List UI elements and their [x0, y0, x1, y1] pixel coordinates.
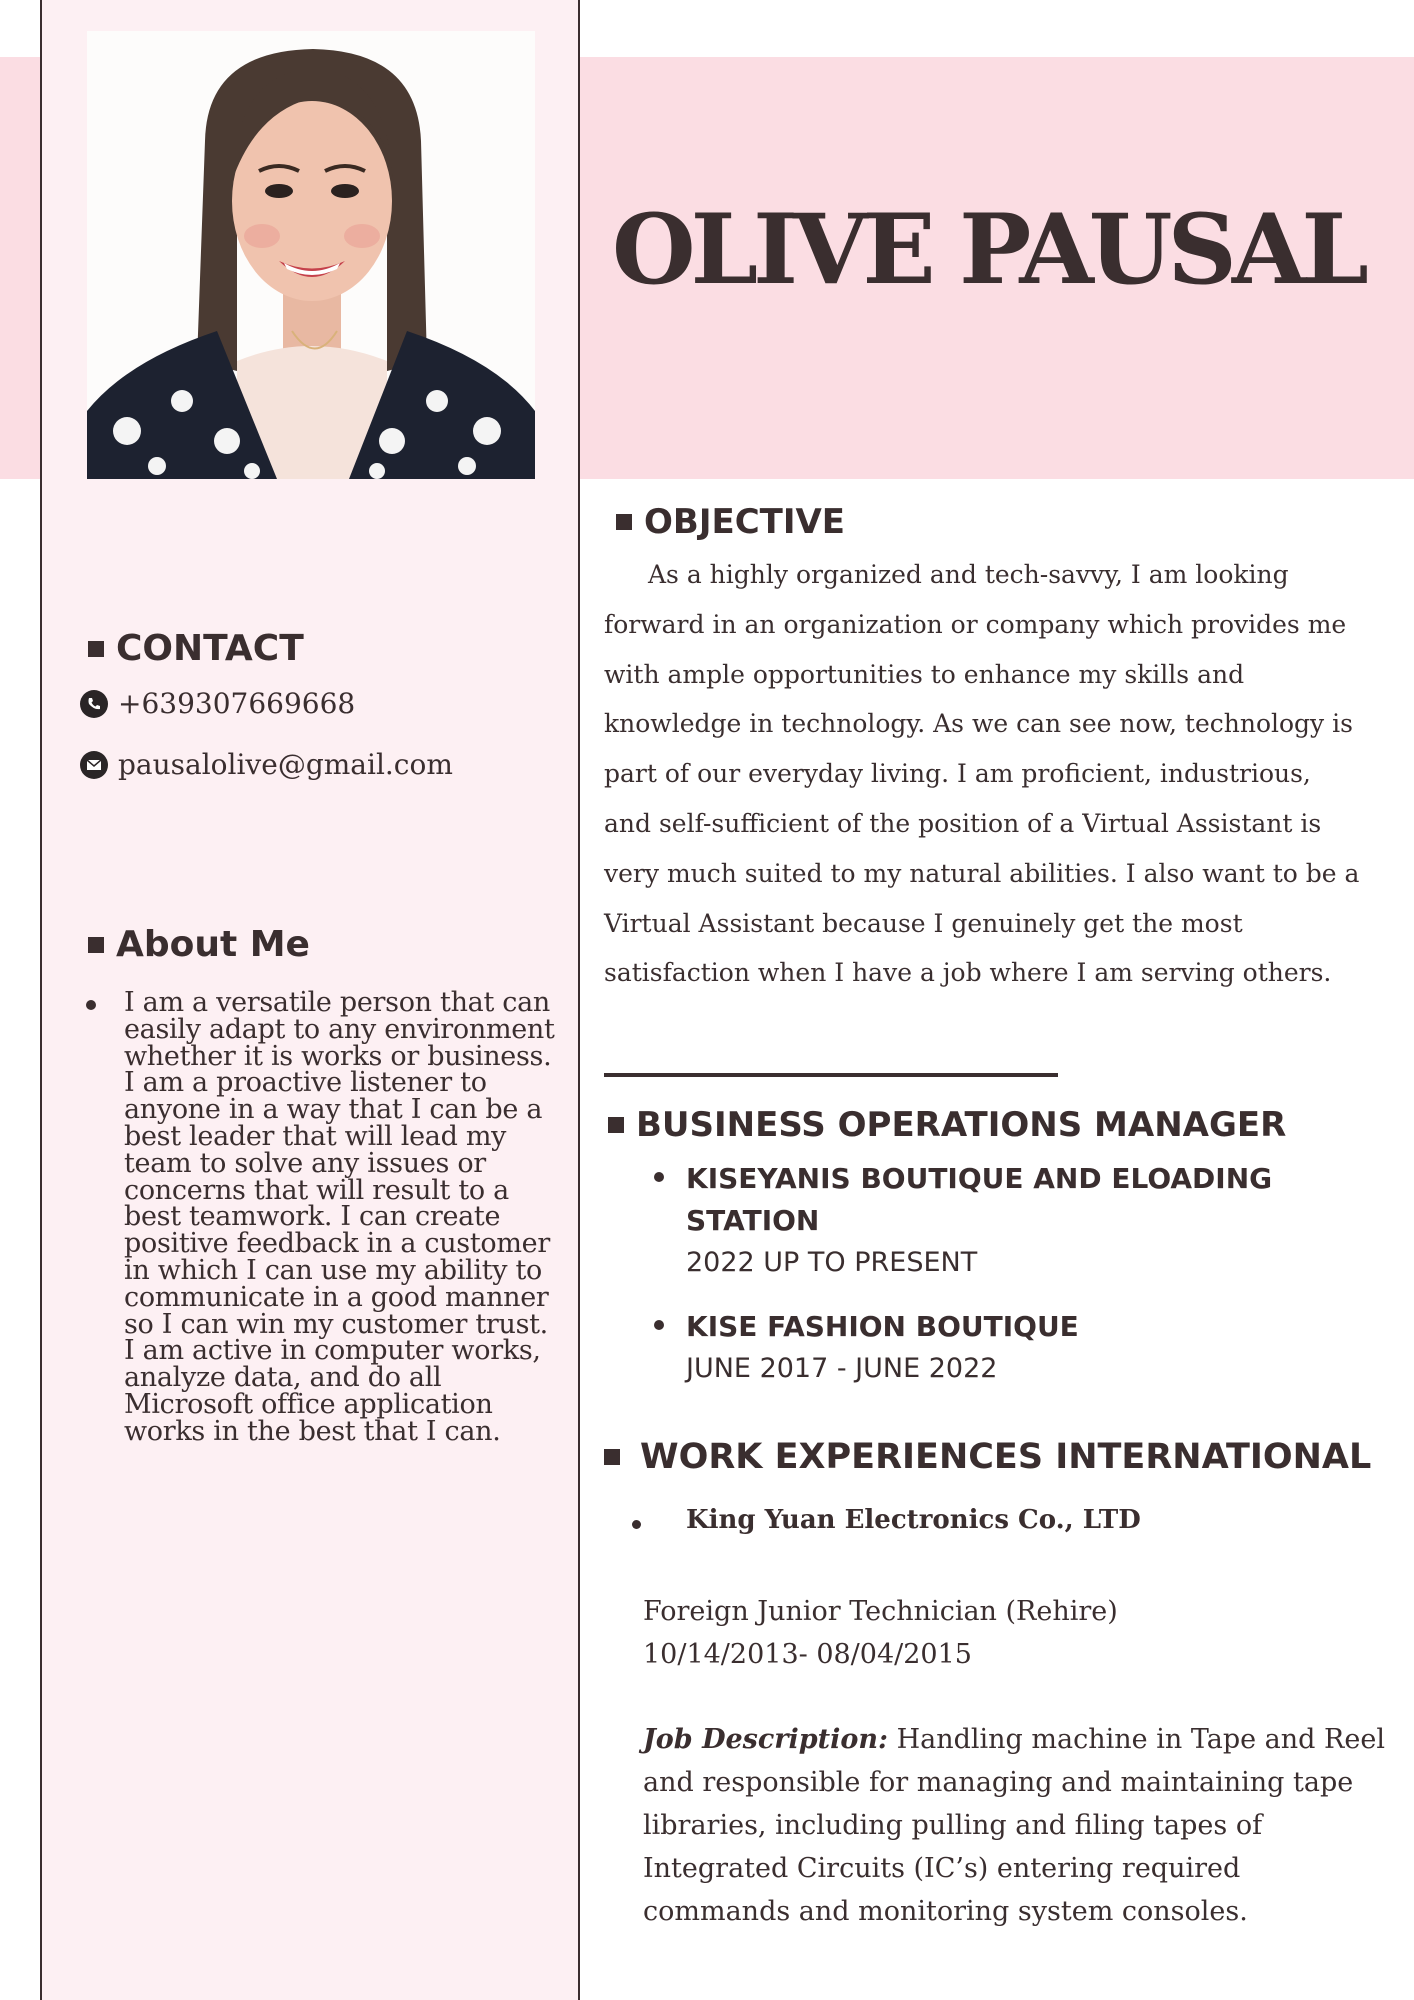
- square-bullet-icon: [616, 514, 632, 530]
- square-bullet-icon: [604, 1449, 620, 1465]
- contact-email-row: [80, 748, 453, 781]
- job-company: KISE FASHION BOUTIQUE: [686, 1310, 1079, 1343]
- bullet-icon: [632, 1520, 641, 1529]
- envelope-icon: [80, 751, 108, 779]
- job-dates: 2022 UP TO PRESENT: [686, 1247, 978, 1278]
- contact-heading: [88, 628, 304, 669]
- portrait-illustration: [87, 31, 535, 479]
- contact-phone[interactable]: +639307669668: [118, 687, 356, 720]
- about-list-item: [88, 987, 558, 1447]
- international-heading-label: WORK EXPERIENCES INTERNATIONAL: [640, 1437, 1372, 1477]
- about-text: I am a versatile person that can easily adapt to any environment whether it is works or business. I am a proactive listener to anyone in a way that I can be a best leader that will lead my team to solve any issues or concerns that will result to a best teamwork. I can create positive feedback in a customer in which I can use my ability to communicate in a good manner so I can win my customer trust. I am active in computer works, analyze data, and do all Microsoft office application works in the best that I can.: [124, 987, 555, 1447]
- job-dates: JUNE 2017 - JUNE 2022: [686, 1353, 998, 1384]
- international-heading: [604, 1437, 1371, 1477]
- job-company: KISEYANIS BOUTIQUE AND ELOADING STATION: [686, 1162, 1273, 1237]
- job-description-text: Handling machine in Tape and Reel and responsible for managing and maintaining tape libraries, including pulling and filing tapes of Integrated Circuits (IC’s) entering required commands and monitoring system consoles.: [643, 1724, 1385, 1927]
- person-name: OLIVE PAUSAL: [612, 193, 1364, 306]
- square-bullet-icon: [88, 937, 104, 953]
- position-block: [643, 1590, 1393, 1676]
- objective-text: As a highly organized and tech-savvy, I am looking forward in an organization or company which provides me with ample opportunities to enhance my skills and knowledge in technology. As we can see now, technology is part of our everyday living. I am proficient, industrious, and self-sufficient of the position of a Virtual Assistant is very much suited to my natural abilities. I also want to be a Virtual Assistant because I genuinely get the most satisfaction when I have a job where I am serving others.: [604, 560, 1360, 988]
- international-company: King Yuan Electronics Co., LTD: [686, 1505, 1141, 1535]
- section-divider: [604, 1073, 1058, 1077]
- bullet-icon: [86, 1000, 96, 1010]
- job-description-label: Job Description:: [643, 1724, 888, 1755]
- business-heading: [608, 1105, 1286, 1145]
- job-item: [648, 1158, 1348, 1284]
- objective-heading: [616, 502, 845, 542]
- profile-photo: [87, 31, 535, 479]
- square-bullet-icon: [608, 1117, 624, 1133]
- objective-heading-label: OBJECTIVE: [644, 502, 846, 542]
- contact-phone-row: [80, 687, 355, 720]
- square-bullet-icon: [88, 641, 104, 657]
- contact-heading-label: CONTACT: [116, 628, 304, 669]
- job-description: [643, 1718, 1393, 1933]
- job-item: [648, 1306, 1348, 1390]
- international-company-item: [628, 1505, 1141, 1535]
- bullet-icon: [654, 1320, 664, 1330]
- bullet-icon: [654, 1172, 664, 1182]
- phone-icon: [80, 690, 108, 718]
- contact-email[interactable]: pausalolive@gmail.com: [118, 748, 453, 781]
- business-heading-label: BUSINESS OPERATIONS MANAGER: [636, 1105, 1287, 1145]
- about-heading-label: About Me: [116, 924, 310, 965]
- about-heading: [88, 924, 310, 965]
- job-position: Foreign Junior Technician (Rehire): [643, 1596, 1118, 1627]
- job-dates: 10/14/2013- 08/04/2015: [643, 1639, 972, 1670]
